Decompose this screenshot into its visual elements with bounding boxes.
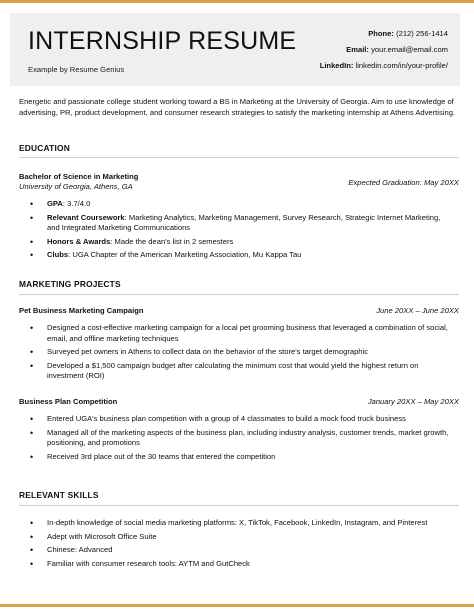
section-divider [19, 294, 459, 295]
list-item: • In-depth knowledge of social media marketing platforms: X, TikTok, Facebook, LinkedIn, Instagram, and Pinterest [30, 518, 450, 529]
list-item: • Entered UGA's business plan competition with a group of 4 classmates to build a mock food truck business [30, 414, 450, 425]
list-item: • Designed a cost-effective marketing campaign for a local pet grooming business that leveraged a combination of social, email, and offline marketing techniques [30, 323, 450, 344]
resume-header [10, 13, 460, 86]
list-item: • Honors & Awards: Made the dean's list in 2 semesters [30, 237, 450, 248]
degree-title: Bachelor of Science in Marketing [19, 172, 139, 181]
section-divider [19, 505, 459, 506]
list-item: • Received 3rd place out of the 30 teams that entered the competition [30, 452, 450, 463]
list-item: • Relevant Coursework: Marketing Analytics, Marketing Management, Survey Research, Strategic Internet Marketing, and Integrated Marketing Communications [30, 213, 450, 234]
list-item: • Chinese: Advanced [30, 545, 450, 556]
contact-phone: Phone: (212) 256-1414 [368, 29, 448, 38]
section-divider [19, 157, 459, 158]
resume-title: INTERNSHIP RESUME [28, 27, 297, 55]
project-bullets [30, 323, 450, 382]
contact-email: Email: your.email@email.com [346, 45, 448, 55]
list-item: • Developed a $1,500 campaign budget after calculating the minimum cost that would yield the highest return on investment (ROI) [30, 361, 450, 382]
contact-linkedin: LinkedIn: linkedin.com/in/your-profile/ [319, 61, 448, 71]
project-dates: January 20XX – May 20XX [367, 397, 459, 406]
list-item: • GPA: 3.7/4.0 [30, 199, 450, 210]
list-item: • Managed all of the marketing aspects of the business plan, including industry analysis, customer trends, market growth, positioning, and promotions [30, 428, 450, 449]
projects-heading: MARKETING PROJECTS [19, 279, 121, 289]
project-title: Pet Business Marketing Campaign [19, 306, 144, 315]
project-bullets [30, 414, 450, 462]
list-item: • Adept with Microsoft Office Suite [30, 532, 450, 543]
school-name: University of Georgia, Athens, GA [19, 182, 133, 191]
contact-info [320, 26, 448, 75]
skills-bullets [30, 518, 450, 569]
skills-heading: RELEVANT SKILLS [19, 490, 99, 500]
graduation-date: Expected Graduation: May 20XX [348, 178, 459, 187]
list-item: • Clubs: UGA Chapter of the American Marketing Association, Mu Kappa Tau [30, 250, 450, 261]
project-dates: June 20XX – June 20XX [376, 306, 459, 315]
education-heading: EDUCATION [19, 143, 70, 153]
summary-paragraph: Energetic and passionate college student working toward a BS in Marketing at the University of Georgia. Aim to use knowledge of advertising, PR, product development, and consumer research strategies to satisfy the marketing internship at Athens Advertising. [19, 97, 456, 117]
list-item: • Surveyed pet owners in Athens to collect data on the behavior of the store's target demographic [30, 347, 450, 358]
list-item: • Familiar with consumer research tools: AYTM and GutCheck [30, 559, 450, 570]
top-accent-bar [0, 0, 474, 3]
education-bullets [30, 199, 450, 261]
project-title: Business Plan Competition [19, 397, 118, 406]
resume-subtitle: Example by Resume Genius [28, 65, 125, 74]
bottom-accent-bar [0, 604, 474, 607]
